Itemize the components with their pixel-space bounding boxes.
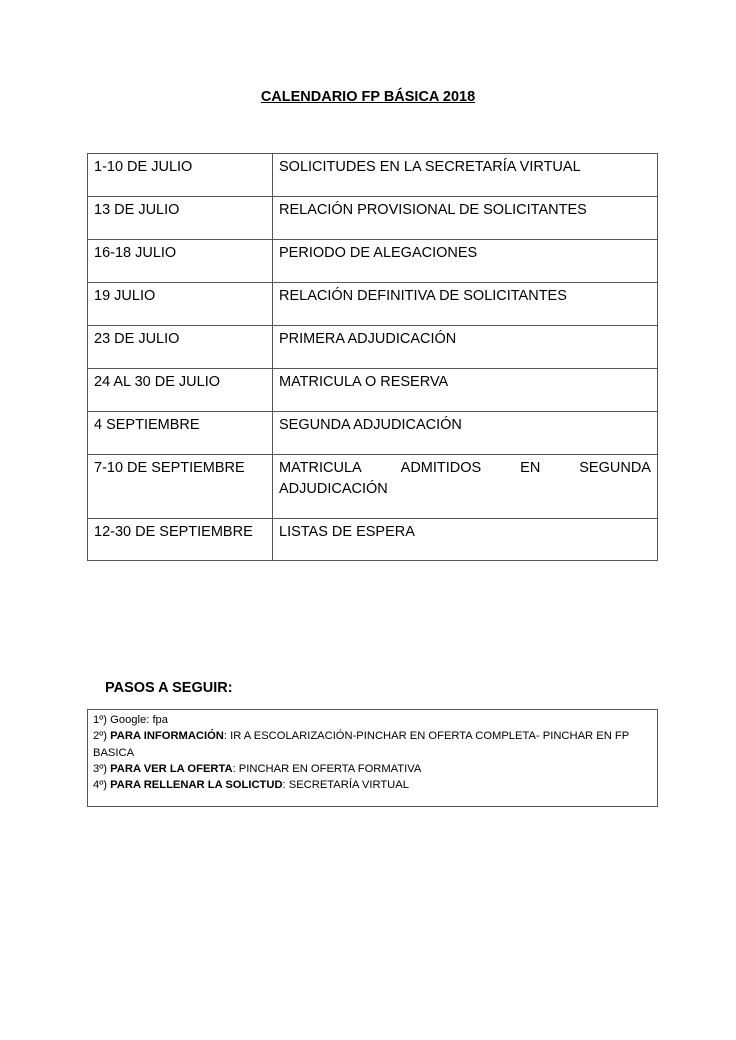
event-word: EN [520,460,541,476]
table-row [88,197,658,240]
table-row [88,154,658,197]
table-row [88,240,658,283]
step-item [93,761,652,777]
event-word: ADMITIDOS [400,460,482,476]
event-word: SEGUNDA [579,460,651,476]
step-text: : IR A ESCOLARIZACIÓN-PINCHAR EN OFERTA COMPLETA- PINCHAR EN FP BASICA [93,730,629,759]
step-number: 3º) [93,762,111,775]
step-label: PARA RELLENAR LA SOLICTUD [110,779,283,792]
event-cell: RELACIÓN DEFINITIVA DE SOLICITANTES [273,283,658,326]
date-cell: 12-30 DE SEPTIEMBRE [88,519,273,561]
event-cell: SOLICITUDES EN LA SECRETARÍA VIRTUAL [273,154,658,197]
step-item [93,712,652,728]
page-title: CALENDARIO FP BÁSICA 2018 [260,89,476,105]
table-row [88,326,658,369]
date-cell: 24 AL 30 DE JULIO [88,369,273,412]
steps-box [87,709,658,807]
event-line [279,458,651,479]
table-row [88,519,658,561]
date-cell: 1-10 DE JULIO [88,154,273,197]
step-number: 2º) [93,730,111,743]
step-label: PARA INFORMACIÓN [110,730,224,743]
event-cell: SEGUNDA ADJUDICACIÓN [273,412,658,455]
event-cell: PERIODO DE ALEGACIONES [273,240,658,283]
date-cell: 23 DE JULIO [88,326,273,369]
date-cell: 7-10 DE SEPTIEMBRE [88,455,273,519]
step-text: : PINCHAR EN OFERTA FORMATIVA [232,762,422,775]
event-word: MATRICULA [279,460,362,476]
step-number: 4º) [93,779,111,792]
step-item [93,728,652,761]
calendar-table [87,153,658,561]
date-cell: 19 JULIO [88,283,273,326]
table-row [88,283,658,326]
date-cell: 4 SEPTIEMBRE [88,412,273,455]
event-cell: RELACIÓN PROVISIONAL DE SOLICITANTES [273,197,658,240]
step-number: 1º) [93,714,111,726]
date-cell: 16-18 JULIO [88,240,273,283]
step-label: PARA VER LA OFERTA [110,762,233,775]
event-cell [273,455,658,519]
steps-heading: PASOS A SEGUIR: [105,680,233,696]
table-row [88,412,658,455]
table-row [88,369,658,412]
step-text: : SECRETARÍA VIRTUAL [282,779,409,792]
date-cell: 13 DE JULIO [88,197,273,240]
event-cell: PRIMERA ADJUDICACIÓN [273,326,658,369]
step-text: Google: fpa [110,714,169,726]
event-cell: LISTAS DE ESPERA [273,519,658,561]
event-line: ADJUDICACIÓN [279,481,388,497]
table-row [88,455,658,519]
step-item [93,777,652,793]
event-cell: MATRICULA O RESERVA [273,369,658,412]
